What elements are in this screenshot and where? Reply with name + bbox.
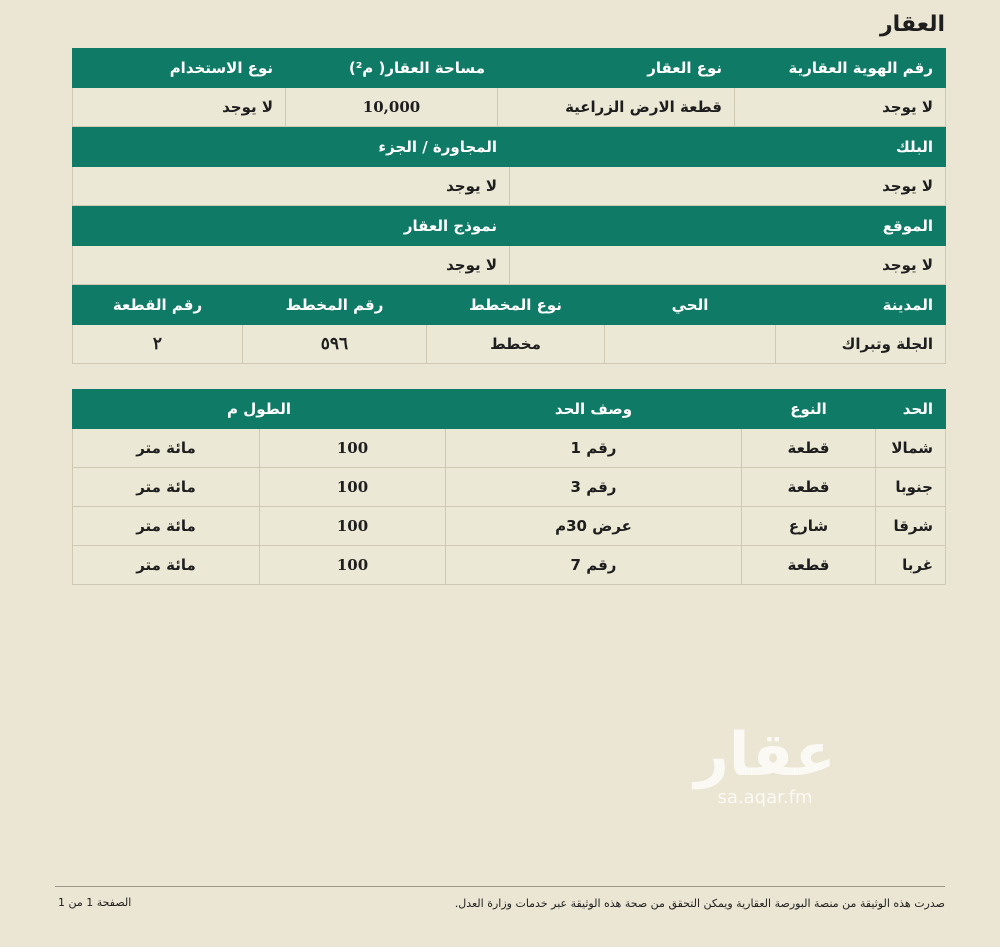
watermark-logo-text: عقار bbox=[694, 720, 836, 790]
section-title: العقار bbox=[880, 12, 945, 37]
header-property-id: رقم الهوية العقارية bbox=[735, 49, 946, 88]
table-row bbox=[73, 167, 946, 206]
boundary-length-text: مائة متر bbox=[73, 546, 260, 585]
boundary-direction: شرقا bbox=[876, 507, 946, 546]
boundary-direction: شمالا bbox=[876, 429, 946, 468]
table-header-row bbox=[73, 49, 946, 88]
location-table bbox=[72, 206, 946, 285]
value-plot-number: ٢ bbox=[73, 325, 243, 364]
boundary-description: رقم 7 bbox=[446, 546, 742, 585]
header-neighborhood-part: المجاورة / الجزء bbox=[73, 128, 510, 167]
boundary-type: قطعة bbox=[742, 546, 876, 585]
value-property-model: لا يوجد bbox=[73, 246, 510, 285]
value-property-id: لا يوجد bbox=[735, 88, 946, 127]
boundary-length-number: 100 bbox=[260, 507, 446, 546]
value-neighborhood-part: لا يوجد bbox=[73, 167, 510, 206]
value-location: لا يوجد bbox=[510, 246, 946, 285]
property-main-table bbox=[72, 48, 946, 127]
header-boundary: الحد bbox=[876, 390, 946, 429]
footer-divider bbox=[55, 886, 945, 887]
value-block: لا يوجد bbox=[510, 167, 946, 206]
value-city: الجلة وتبراك bbox=[776, 325, 946, 364]
value-property-area: 10,000 bbox=[286, 88, 498, 127]
city-plan-table bbox=[72, 285, 946, 364]
boundary-length-text: مائة متر bbox=[73, 429, 260, 468]
table-row bbox=[73, 325, 946, 364]
header-location: الموقع bbox=[510, 207, 946, 246]
watermark-url: sa.aqar.fm bbox=[717, 787, 813, 808]
boundary-type: شارع bbox=[742, 507, 876, 546]
header-plot-number: رقم القطعة bbox=[73, 286, 243, 325]
header-property-model: نموذج العقار bbox=[73, 207, 510, 246]
value-plan-number: ٥٩٦ bbox=[243, 325, 427, 364]
header-city: المدينة bbox=[776, 286, 946, 325]
table-row bbox=[73, 429, 946, 468]
header-property-area: مساحة العقار( م²) bbox=[286, 49, 498, 88]
value-district bbox=[605, 325, 776, 364]
value-plan-type: مخطط bbox=[427, 325, 605, 364]
boundary-length-number: 100 bbox=[260, 546, 446, 585]
block-table bbox=[72, 127, 946, 206]
header-length: الطول م bbox=[73, 390, 446, 429]
boundary-length-text: مائة متر bbox=[73, 507, 260, 546]
boundary-direction: جنوبا bbox=[876, 468, 946, 507]
boundary-length-number: 100 bbox=[260, 468, 446, 507]
table-header-row bbox=[73, 128, 946, 167]
header-property-type: نوع العقار bbox=[498, 49, 735, 88]
footer-page-number: الصفحة 1 من 1 bbox=[58, 896, 132, 909]
table-row bbox=[73, 468, 946, 507]
boundary-direction: غربا bbox=[876, 546, 946, 585]
table-header-row bbox=[73, 207, 946, 246]
header-plan-number: رقم المخطط bbox=[243, 286, 427, 325]
value-property-type: قطعة الارض الزراعية bbox=[498, 88, 735, 127]
boundary-description: عرض 30م bbox=[446, 507, 742, 546]
header-boundary-description: وصف الحد bbox=[446, 390, 742, 429]
table-row bbox=[73, 546, 946, 585]
boundary-type: قطعة bbox=[742, 468, 876, 507]
table-row bbox=[73, 88, 946, 127]
value-usage-type: لا يوجد bbox=[73, 88, 286, 127]
header-plan-type: نوع المخطط bbox=[427, 286, 605, 325]
boundaries-table bbox=[72, 389, 946, 585]
boundary-length-number: 100 bbox=[260, 429, 446, 468]
table-row bbox=[73, 507, 946, 546]
boundary-length-text: مائة متر bbox=[73, 468, 260, 507]
table-row bbox=[73, 246, 946, 285]
boundary-description: رقم 1 bbox=[446, 429, 742, 468]
boundary-description: رقم 3 bbox=[446, 468, 742, 507]
table-header-row bbox=[73, 390, 946, 429]
header-boundary-type: النوع bbox=[742, 390, 876, 429]
header-block: البلك bbox=[510, 128, 946, 167]
footer-note: صدرت هذه الوثيقة من منصة البورصة العقارية ويمكن التحقق من صحة هذه الوثيقة عبر خدمات وزارة العدل. bbox=[454, 897, 945, 910]
header-usage-type: نوع الاستخدام bbox=[73, 49, 286, 88]
header-district: الحي bbox=[605, 286, 776, 325]
aqar-watermark-logo bbox=[680, 720, 850, 808]
table-header-row bbox=[73, 286, 946, 325]
boundary-type: قطعة bbox=[742, 429, 876, 468]
